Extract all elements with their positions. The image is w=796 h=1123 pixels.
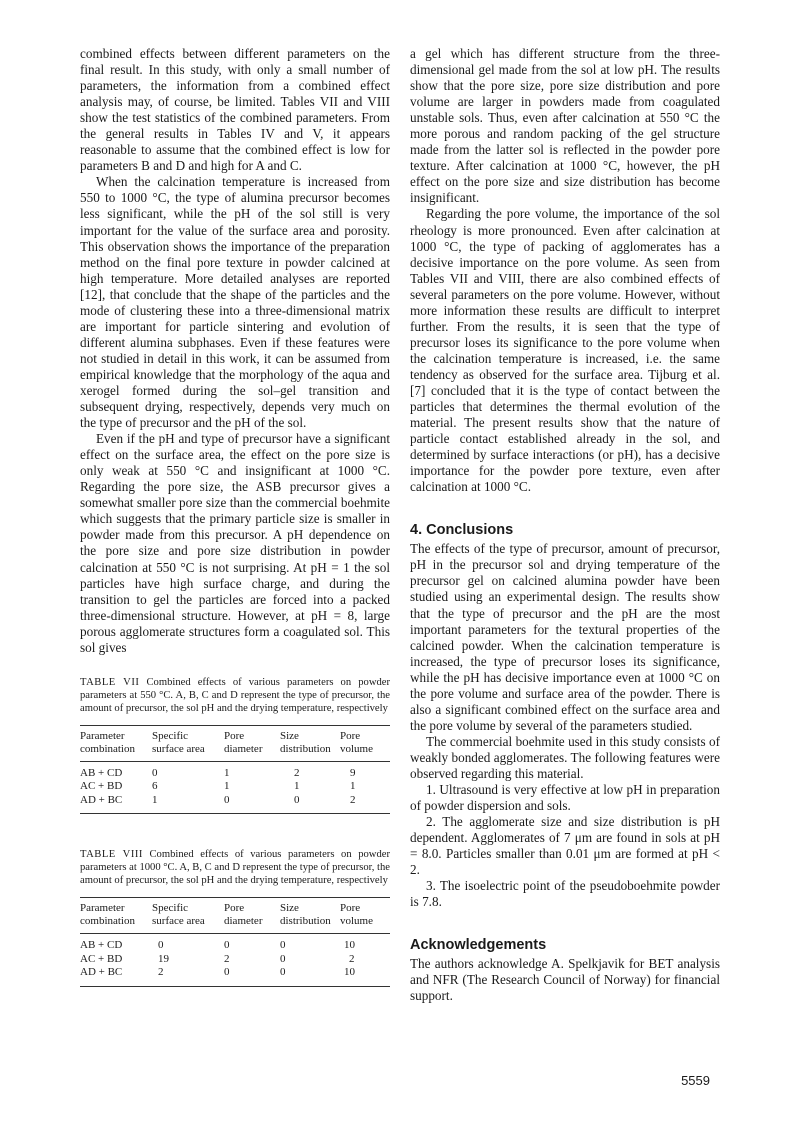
table-cell: 0 <box>152 766 158 779</box>
table-header-row <box>80 898 390 934</box>
table-cell: 2 <box>152 966 224 986</box>
table-cell: 0 <box>280 939 286 952</box>
table-row <box>80 934 390 953</box>
table-cell: AC + BD <box>80 952 123 965</box>
table-cell: 0 <box>280 966 340 986</box>
table-viii <box>80 897 390 987</box>
table-header-cell: Parameter combination <box>80 725 152 761</box>
table-cell: 19 <box>158 952 169 965</box>
table-row <box>80 794 390 814</box>
table-row <box>80 761 390 780</box>
table-viii-caption-text: Combined effects of various parameters on powder parameters at 1000 °C. A, B, C and D represent the type of precursor, the amount of precursor, the sol pH and the drying temperature, respectively <box>80 849 390 887</box>
conclusions-paragraph: The commercial boehmite used in this study consists of weakly bonded agglomerates. The following features were observed regarding this material. <box>410 733 720 781</box>
acknowledgements-heading: Acknowledgements <box>410 937 547 954</box>
body-paragraph: Even if the pH and type of precursor have a significant effect on the surface area, the effect on the pore size is only weak at 550 °C and insignificant at 1000 °C. Regarding the pore size, the ASB precursor gives a somewhat smaller pore size than the commercial boehmite which suggests that the primary particle size is smaller in powder made from this precursor. A pH dependence on the pore size and pore size distribution in powder calcination at 550 °C is not surprising. At pH = 1 the sol particles have high surface charge, and during the transition to gel the particles are forced into a packed three-dimensional structure. However, at pH = 8, large porous agglomerate structures form a coagulated sol. This sol gives <box>80 431 390 655</box>
table-cell: AB + CD <box>80 766 123 779</box>
table-cell: 2 <box>224 952 230 965</box>
table-cell: 0 <box>280 952 286 965</box>
table-vii-caption <box>80 676 390 715</box>
table-cell: 2 <box>340 794 390 814</box>
table-cell: 10 <box>340 966 390 986</box>
table-cell: 1 <box>224 766 230 779</box>
conclusions-list-item: 3. The isoelectric point of the pseudoboehmite powder is 7.8. <box>410 878 720 910</box>
table-cell: AC + BD <box>80 780 123 793</box>
table-header-cell: Parameter combination <box>80 898 152 934</box>
table-header-cell: Specific surface area <box>152 725 224 761</box>
table-cell: AD + BC <box>80 794 152 814</box>
table-cell: AD + BC <box>80 966 152 986</box>
body-paragraph: a gel which has different structure from the three-dimensional gel made from the sol at low pH. The results show that the pore size, pore size distribution and pore volume are larger in powders made from coagulated unstable sols. Thus, even after calcination at 550 °C the more porous and random packing of the gel structure made from the latter sol is reflected in the powder pore texture. After calcination at 1000 °C, however, the pH effect on the pore size and size distribution has become insignificant. <box>410 46 720 206</box>
conclusions-list-item: 2. The agglomerate size and size distribution is pH dependent. Agglomerates of 7 μm are found in sols at pH = 8.0. Particles smaller than 0.01 μm are formed at pH < 2. <box>410 814 720 878</box>
table-cell: 0 <box>224 794 280 814</box>
table-header-cell: Size distribution <box>280 725 340 761</box>
table-header-cell: Size distribution <box>280 898 340 934</box>
table-row <box>80 780 390 794</box>
table-cell: 0 <box>158 939 164 952</box>
body-paragraph: When the calcination temperature is increased from 550 to 1000 °C, the type of alumina precursor becomes less significant, while the pH of the sol still is very important for the value of the surface area and porosity. This observation shows the importance of the preparation method on the final pore texture in powder calcined at high temperature. More detailed analyses are reported [12], that conclude that the shape of the particles and the mode of clustering these into a three-dimensional matrix are important for particle sintering and evolution of different alumina subphases. Even if these features were not studied in detail in this work, it can be assumed from empirical knowledge that the morphology of the aqua and xerogel formed during the sol–gel transition and subsequent drying, respectively, depends very much on the type of precursor and the pH of the sol. <box>80 174 390 431</box>
acknowledgements-text: The authors acknowledge A. Spelkjavik for BET analysis and NFR (The Research Council of Norway) for financial support. <box>410 956 720 1004</box>
table-cell: 0 <box>224 966 280 986</box>
table-vii <box>80 725 390 815</box>
table-header-cell: Pore diameter <box>224 725 280 761</box>
table-cell: 9 <box>350 766 356 779</box>
table-header-cell: Specific surface area <box>152 898 224 934</box>
table-row <box>80 953 390 967</box>
right-column <box>410 46 720 1005</box>
table-viii-caption <box>80 848 390 887</box>
table-header-cell: Pore diameter <box>224 898 280 934</box>
table-cell: 0 <box>224 939 230 952</box>
table-cell: 1 <box>152 794 224 814</box>
left-column <box>80 46 390 987</box>
body-paragraph: combined effects between different parameters on the final result. In this study, with only a small number of parameters, the information from a combined effect analysis may, of course, be limited. Tables VII and VIII show the test statistics of the combined parameters. From the general results in Tables IV and V, it appears reasonable to assume that the combined effect is low for parameters B and D and high for A and C. <box>80 46 390 174</box>
table-cell: 6 <box>152 780 158 793</box>
table-vii-caption-text: Combined effects of various parameters on powder parameters at 550 °C. A, B, C and D represent the type of precursor, the amount of precursor, the sol pH and the drying temperature, respectively <box>80 676 390 714</box>
table-cell: 1 <box>224 780 230 793</box>
table-header-row <box>80 725 390 761</box>
table-viii-label: TABLE VIII <box>80 849 143 861</box>
table-cell: 10 <box>344 939 355 952</box>
table-cell: 1 <box>294 780 300 793</box>
page-number: 5559 <box>681 1073 710 1088</box>
table-cell: 0 <box>280 794 340 814</box>
table-row <box>80 966 390 986</box>
table-vii-label: TABLE VII <box>80 676 140 688</box>
table-cell: 1 <box>350 780 356 793</box>
table-cell: 2 <box>349 952 355 965</box>
table-header-cell: Pore volume <box>340 898 390 934</box>
conclusions-heading: 4. Conclusions <box>410 522 514 539</box>
table-header-cell: Pore volume <box>340 725 390 761</box>
conclusions-paragraph: The effects of the type of precursor, amount of precursor, pH in the precursor sol and drying temperature of the precursor gel on calcined alumina powder have been studied using an experimental design. The results show that the type of precursor and the pH are the most important parameters for the textural properties of the calcined powder. When the calcination temperature is increased, the type of precursor loses its significance, while the pH has decisive importance even at 1000 °C on the pore volume and surface area of the powder. There is also a significant combined effect on the surface area and the pore volume by several of the parameters studied. <box>410 541 720 733</box>
conclusions-list-item: 1. Ultrasound is very effective at low pH in preparation of powder dispersion and sols. <box>410 782 720 814</box>
table-cell: AB + CD <box>80 939 123 952</box>
body-paragraph: Regarding the pore volume, the importance of the sol rheology is more pronounced. Even after calcination at 1000 °C, the type of packing of agglomerates has a decisive importance on the pore volume. As seen from Tables VII and VIII, there are also combined effects of several parameters on the pore volume. However, without more information these results are difficult to interpret further. From the results, it is seen that the type of precursor loses its significance to the pore volume when the calcination temperature is increased, i.e. the same tendency as observed for the surface area. Tijburg et al. [7] concluded that it is the type of contact between the particles that determines the thermal evolution of the material. The present results show that the nature of particle contact established already in the sol, and determined by surface interactions (or pH), has a decisive importance for the powder pore texture, even after calcination at 1000 °C. <box>410 206 720 495</box>
table-cell: 2 <box>294 766 300 779</box>
